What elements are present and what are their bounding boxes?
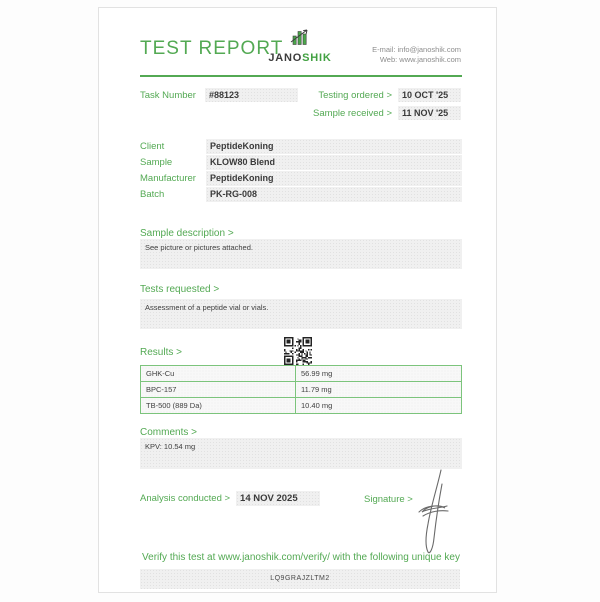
sample-received-row: [313, 106, 461, 120]
analysis-conducted-value: 14 NOV 2025: [236, 491, 320, 506]
task-number-row: [140, 88, 298, 102]
client-row: [140, 139, 462, 154]
result-name: TB-500 (889 Da): [141, 398, 296, 414]
dates-block: [313, 88, 461, 124]
batch-label: Batch: [140, 189, 165, 200]
sample-received-value: 11 NOV '25: [398, 106, 461, 120]
manufacturer-value: PeptideKoning: [206, 171, 462, 186]
comments-box: KPV: 10.54 mg: [140, 438, 462, 469]
contact-email: E-mail: info@janoshik.com: [372, 45, 461, 54]
task-number-value: #88123: [205, 88, 298, 102]
tests-requested-label: Tests requested >: [140, 284, 220, 295]
header-divider: [140, 75, 462, 77]
manufacturer-label: Manufacturer: [140, 173, 196, 184]
comments-label: Comments >: [140, 427, 197, 438]
result-amount: 56.99 mg: [296, 366, 462, 382]
results-label: Results >: [140, 347, 182, 358]
testing-ordered-row: [313, 88, 461, 102]
qr-code: [284, 337, 312, 365]
sample-description-label: Sample description >: [140, 228, 234, 239]
sample-row: [140, 155, 462, 170]
sample-info-block: [140, 139, 462, 203]
results-table: [140, 365, 462, 414]
verify-text: Verify this test at www.janoshik.com/verify/ with the following unique key: [142, 552, 460, 563]
batch-row: [140, 187, 462, 202]
tests-requested-box: Assessment of a peptide vial or vials.: [140, 299, 462, 329]
testing-ordered-value: 10 OCT '25: [398, 88, 461, 102]
analysis-conducted-label: Analysis conducted >: [140, 493, 231, 504]
brand-name-dark: JANO: [268, 52, 303, 64]
table-row: [141, 398, 462, 414]
verify-key: LQ9GRAJZLTM2: [140, 569, 460, 589]
signature-image: [411, 466, 459, 558]
report-page: [98, 7, 497, 593]
contact-web: Web: www.janoshik.com: [379, 55, 461, 64]
client-value: PeptideKoning: [206, 139, 462, 154]
result-amount: 11.79 mg: [296, 382, 462, 398]
contact-block: [372, 45, 461, 65]
table-row: [141, 366, 462, 382]
result-name: GHK-Cu: [141, 366, 296, 382]
result-amount: 10.40 mg: [296, 398, 462, 414]
client-label: Client: [140, 141, 165, 152]
manufacturer-row: [140, 171, 462, 186]
page-title: TEST REPORT: [140, 38, 284, 59]
table-row: [141, 382, 462, 398]
result-name: BPC-157: [141, 382, 296, 398]
sample-value: KLOW80 Blend: [206, 155, 462, 170]
analysis-conducted-row: [140, 491, 320, 506]
brand-name-green: SHIK: [302, 52, 332, 64]
growth-chart-icon: [287, 28, 313, 46]
brand-logo: [254, 28, 346, 64]
sample-description-box: See picture or pictures attached.: [140, 239, 462, 269]
signature-label: Signature >: [364, 494, 413, 505]
sample-label: Sample: [140, 157, 173, 168]
sample-received-label: Sample received >: [313, 107, 392, 119]
brand-name: [254, 52, 346, 64]
testing-ordered-label: Testing ordered >: [318, 89, 392, 101]
batch-value: PK-RG-008: [206, 187, 462, 202]
task-number-label: Task Number: [140, 89, 196, 101]
